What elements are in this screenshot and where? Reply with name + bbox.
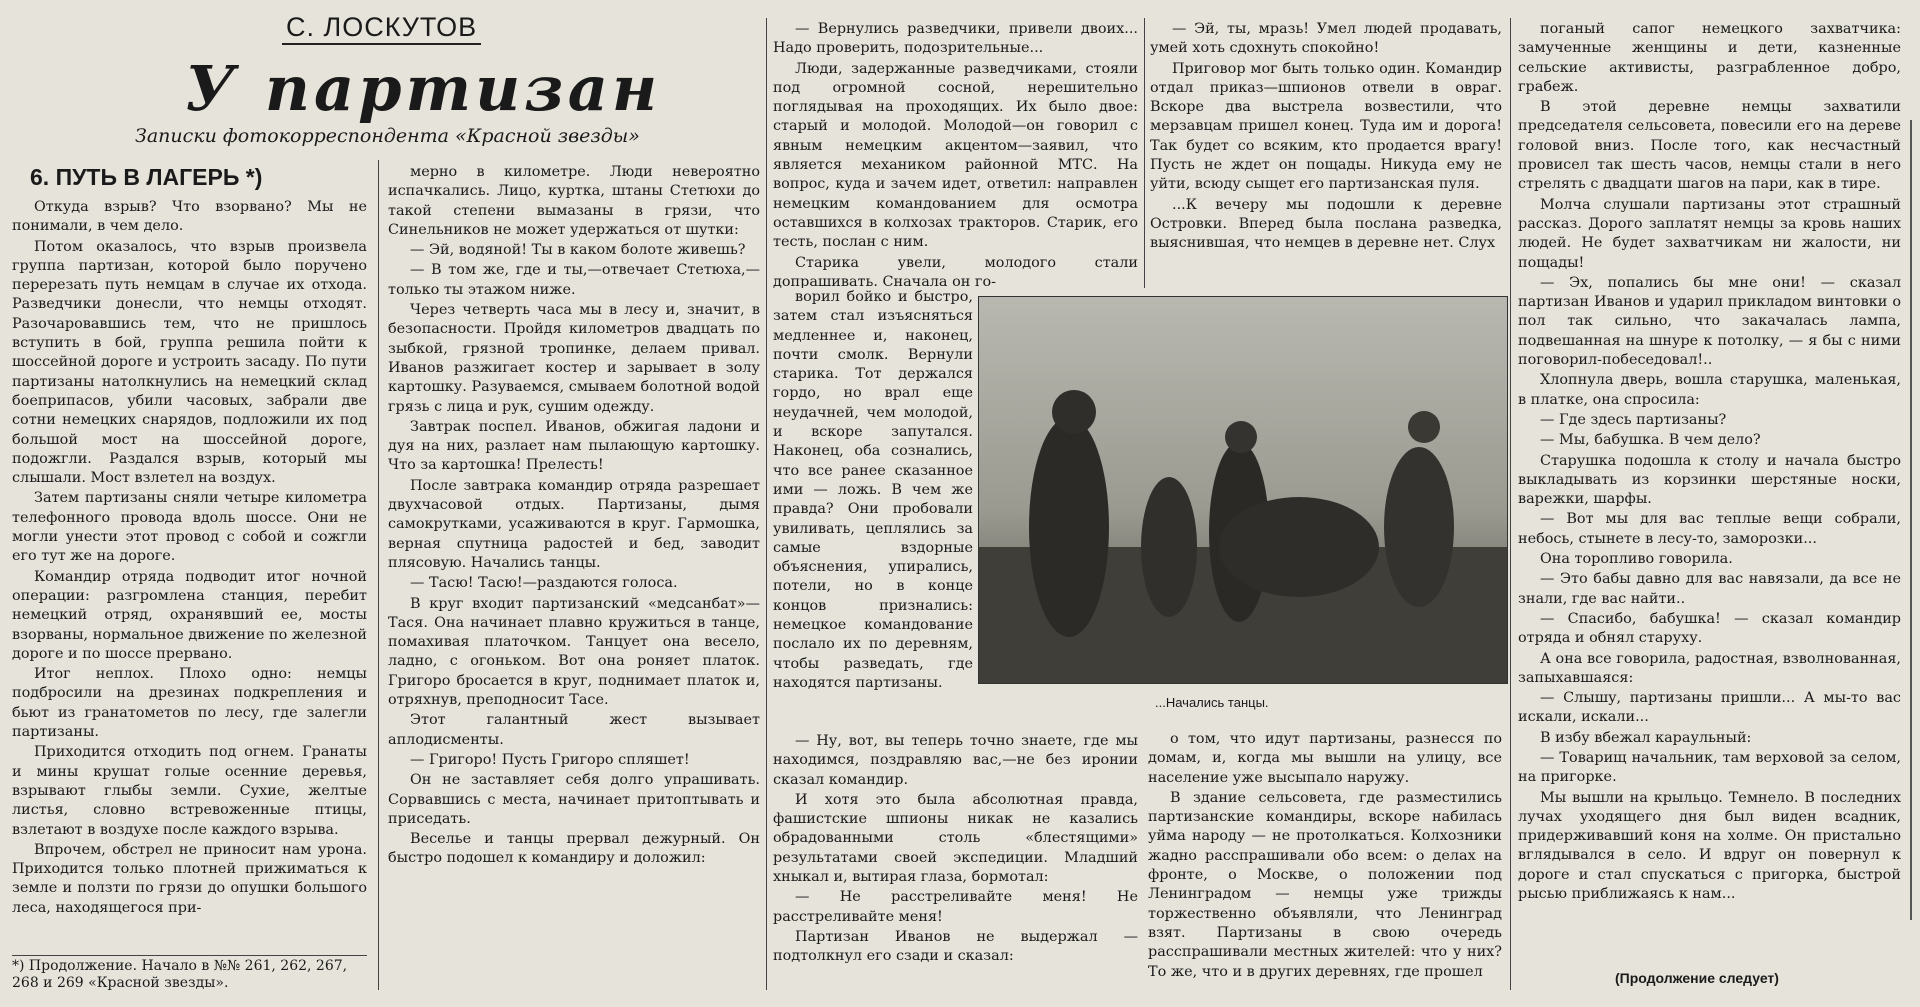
dance-photo xyxy=(978,296,1508,684)
paragraph: Мы вышли на крыльцо. Темнело. В последних лучах уходящего дня был виден всадник, придерживавший коня на холме. Он пристально вглядывался в село. И вдруг он повернул к дороге и стал спускаться с пригорка, быстрой рысью приближаясь к нам... xyxy=(1518,789,1901,903)
column-2 xyxy=(388,163,760,988)
paragraph: Впрочем, обстрел не приносит нам урона. Приходится только плотней прижиматься к земле и ползти по грязи до опушки большого леса, находящегося при- xyxy=(12,841,367,916)
paragraph: — Эй, водяной! Ты в каком болоте живешь? xyxy=(410,242,746,259)
paragraph: — Спасибо, бабушка! — сказал командир отряда и обнял старуху. xyxy=(1518,610,1901,647)
paragraph: Хлопнула дверь, вошла старушка, маленькая, в платке, она спросила: xyxy=(1518,372,1901,408)
paragraph: Итог неплох. Плохо одно: немцы подбросили на дрезинах подкрепления и бьют из гранатометов по лесу, где залегли партизаны. xyxy=(12,666,367,741)
paragraph: Партизан Иванов не выдержал — подтолкнул его сзади и сказал: xyxy=(773,928,1138,965)
paragraph: ворил бойко и быстро, затем стал изъясняться медленнее и, наконец, почти смолк. Вернули старика. Тот держался гордо, но врал еще неудачней, чем молодой, и вскоре запутался. Наконец, оба сознались, что все ранее сказанное ими — ложь. В чем же правда? Они пробовали увиливать, цеплялись за самые вздорные объяснения, упирались, потели, но в конце концов признались: немецкое командование послало их по деревням, чтобы разведать, где находятся партизаны. xyxy=(773,289,973,691)
paragraph: мерно в километре. Люди невероятно испачкались. Лицо, куртка, штаны Стетюхи до такой степени вымазаны в грязи, что Синельников не может удержаться от шутки: xyxy=(388,164,760,238)
paragraph: После завтрака командир отряда разрешает двухчасовой отдых. Партизаны, дымя самокрутками, усаживаются в круг. Гармошка, верная спутница радостей и бед, заводит плясовую. Начались танцы. xyxy=(388,477,760,571)
photo-caption: ...Начались танцы. xyxy=(1155,695,1269,710)
article-byline: С. ЛОСКУТОВ xyxy=(282,12,481,45)
paragraph: Она торопливо говорила. xyxy=(1540,551,1733,568)
section-heading: 6. ПУТЬ В ЛАГЕРЬ *) xyxy=(30,164,263,190)
paragraph: Веселье и танцы прервал дежурный. Он быстро подошел к командиру и доложил: xyxy=(388,831,760,867)
paragraph: И хотя это была абсолютная правда, фашистские шпионы никак не казались обрадованными столь «блестящими» результатами своей экспедиции. Младший хныкал и, вытирая глаза, бормотал: xyxy=(773,791,1138,886)
footnote: *) Продолжение. Начало в №№ 261, 262, 267, 268 и 269 «Красной звезды». xyxy=(12,955,367,992)
column-3-top xyxy=(773,20,1138,288)
paragraph: — Тасю! Тасю!—раздаются голоса. xyxy=(410,575,678,592)
paragraph: Старушка подошла к столу и начала быстро выкладывать из корзинки шерстяные носки, варежки, шарфы. xyxy=(1518,452,1901,508)
paragraph: — Эх, попались бы мне они! — сказал партизан Иванов и ударил прикладом винтовки о пол так сильно, что закачалась лампа, подвешанная на шнуре к потолку, — я бы с ними поговорил-побеседовал!.. xyxy=(1518,274,1901,369)
paragraph: Откуда взрыв? Что взорвано? Мы не понимали, в чем дело. xyxy=(12,199,367,235)
paragraph: о том, что идут партизаны, разнесся по домам, и, когда мы вышли на улицу, все население уже высыпало наружу. xyxy=(1148,731,1502,786)
paragraph: — Товарищ начальник, там верховой за селом, на пригорке. xyxy=(1518,749,1901,786)
paragraph: — Не расстреливайте меня! Не расстреливайте меня! xyxy=(773,889,1138,925)
paragraph: Потом оказалось, что взрыв произвела группа партизан, которой было поручено перерезать путь немцам в случае их отхода. Разведчики донесли, что немцы отходят. Разочаровавшись тем, что не пришлось вступить в бой, группа решила пойти к шоссейной дороге и устроить засаду. По пути партизаны натолкнулись на немецкий склад боеприпасов, убили часовых, забрали две сотни немецких снарядов, подложили их под большой мост на шоссейной дороге, подожгли. Раздался взрыв, который мы слышали. Мост взлетел на воздух. xyxy=(12,238,367,487)
paragraph: Завтрак поспел. Иванов, обжигая ладони и дуя на них, разлает нам пылающую картошку. Что за картошка! Прелесть! xyxy=(388,418,760,474)
paragraph: Старика увели, молодого стали допрашивать. Сначала он го- xyxy=(773,254,1138,288)
article-subtitle: Записки фотокорреспондента «Красной звезды» xyxy=(135,125,640,147)
paragraph: Молча слушали партизаны этот страшный рассказ. Дорого заплатят немцы за кровь наших людей. Не будет захватчикам ни жалости, ни пощады! xyxy=(1518,196,1901,271)
paragraph: А она все говорила, радостная, взволнованная, запыхавшаяся: xyxy=(1518,650,1901,686)
paragraph: — В том же, где и ты,—отвечает Стетюха,—только ты этажом ниже. xyxy=(388,262,760,298)
paragraph: Затем партизаны сняли четыре километра телефонного провода вдоль шоссе. Они не могли унести этот провод с собой и сожгли его тут же на дороге. xyxy=(12,490,367,565)
column-3-beside-photo xyxy=(773,288,973,726)
paragraph: Люди, задержанные разведчиками, стояли под огромной сосной, нерешительно поглядывая на проходящих. Их было двое: старый и молодой. Молодой—он говорил с явным немецким акцентом—заявил, что является механиком районной МТС. На вопрос, куда и зачем идет, ответил: направлен немецким командованием для осмотра оставшихся в колхозах тракторов. Старик, его тесть, послан с ним. xyxy=(773,60,1138,251)
paragraph: Командир отряда подводит итог ночной операции: разгромлена станция, перебит немецкий отряд, охранявший ее, мосты взорваны, нормальное движение по железной дороге и по шоссе прервано. xyxy=(12,568,367,662)
column-rule xyxy=(1510,18,1511,990)
page-edge-marks xyxy=(1902,120,1920,920)
paragraph: — Ну, вот, вы теперь точно знаете, где мы находимся, поздравляю вас,—не без иронии сказал командир. xyxy=(773,733,1138,788)
column-1 xyxy=(12,198,367,968)
continued-note: (Продолжение следует) xyxy=(1615,970,1779,986)
column-3-bottom xyxy=(773,732,1138,987)
paragraph: В избу вбежал караульный: xyxy=(1540,729,1752,746)
column-rule xyxy=(1144,18,1145,288)
paragraph: Этот галантный жест вызывает аплодисменты. xyxy=(388,712,760,748)
column-rule xyxy=(378,160,379,990)
paragraph: — Где здесь партизаны? xyxy=(1540,411,1727,428)
paragraph: В круг входит партизанский «медсанбат»— Тася. Она начинает плавно кружиться в танце, помахивая платочком. Танцует она весело, ладно, с огоньком. Вот она роняет платок. Григоро бросается в круг, поднимает платок и, отряхнув, преподносит Тасе. xyxy=(388,595,760,709)
paragraph: поганый сапог немецкого захватчика: замученные женщины и дети, казненные сельские активисты, разграбленное добро, грабеж. xyxy=(1518,21,1901,95)
paragraph: Он не заставляет себя долго упрашивать. Сорвавшись с места, начинает притоптывать и приседать. xyxy=(388,772,760,827)
paragraph: В здание сельсовета, где разместились партизанские командиры, вскоре набилась уйма народу — не протолкаться. Колхозники жадно расспрашивали обо всем: о делах на фронте, о Москве, о положении под Ленинградом — немцы уже трижды торжественно объявляли, что Ленинград взят. Партизаны в свою очередь расспрашивали местных жителей: что у них? То же, что и в других деревнях, где прошел xyxy=(1148,789,1502,980)
column-4-bottom xyxy=(1148,730,1502,987)
paragraph: — Вот мы для вас теплые вещи собрали, небось, стынете в лесу-то, заморозки... xyxy=(1518,511,1901,547)
column-rule xyxy=(766,18,767,990)
paragraph: Через четверть часа мы в лесу и, значит, в безопасности. Пройдя километров двадцать по зыбкой, грязной тропинке, делаем привал. Иванов разжигает костер и зарывает в золу картошку. Разуваемся, смываем болотной водой грязь с лица и рук, сушим одежду. xyxy=(388,302,760,415)
paragraph: Приходится отходить под огнем. Гранаты и мины крушат голые осенние деревья, взрывают глыбы земли. Сухие, желтые листья, словно встревоженные птицы, взлетают в воздухе после каждого взрыва. xyxy=(12,744,367,838)
paragraph: В этой деревне немцы захватили председателя сельсовета, повесили его на дереве головой вниз. После того, как несчастный провисел так шесть часов, немцы стали в него стрелять с двадцати шагов на пари, как в тире. xyxy=(1518,99,1901,193)
paragraph: — Григоро! Пусть Григоро спляшет! xyxy=(410,751,690,768)
paragraph: — Эй, ты, мразь! Умел людей продавать, умей хоть сдохнуть спокойно! xyxy=(1150,21,1502,57)
paragraph: Приговор мог быть только один. Командир отдал приказ—шпионов отвели в овраг. Вскоре два выстрела возвестили, что мерзавцам пришел конец. Туда им и дорога! Так будет со всяким, кто продается врагу! Пусть не ждет он пощады. Никуда ему не уйти, всюду сыщет его партизанская пуля. xyxy=(1150,60,1502,193)
paragraph: — Это бабы давно для вас навязали, да все не знали, где вас найти.. xyxy=(1518,571,1901,607)
photo-image xyxy=(979,297,1507,683)
paragraph: ...К вечеру мы подошли к деревне Островки. Вперед была послана разведка, выяснившая, что немцев в деревне нет. Слух xyxy=(1150,196,1502,252)
column-4-top xyxy=(1150,20,1502,285)
paragraph: — Мы, бабушка. В чем дело? xyxy=(1540,432,1761,449)
article-title: У партизан xyxy=(185,52,662,125)
column-5 xyxy=(1518,20,1901,975)
paragraph: — Слышу, партизаны пришли... А мы-то вас искали, искали... xyxy=(1518,690,1901,726)
paragraph: — Вернулись разведчики, привели двоих... Надо проверить, подозрительные... xyxy=(773,21,1138,57)
